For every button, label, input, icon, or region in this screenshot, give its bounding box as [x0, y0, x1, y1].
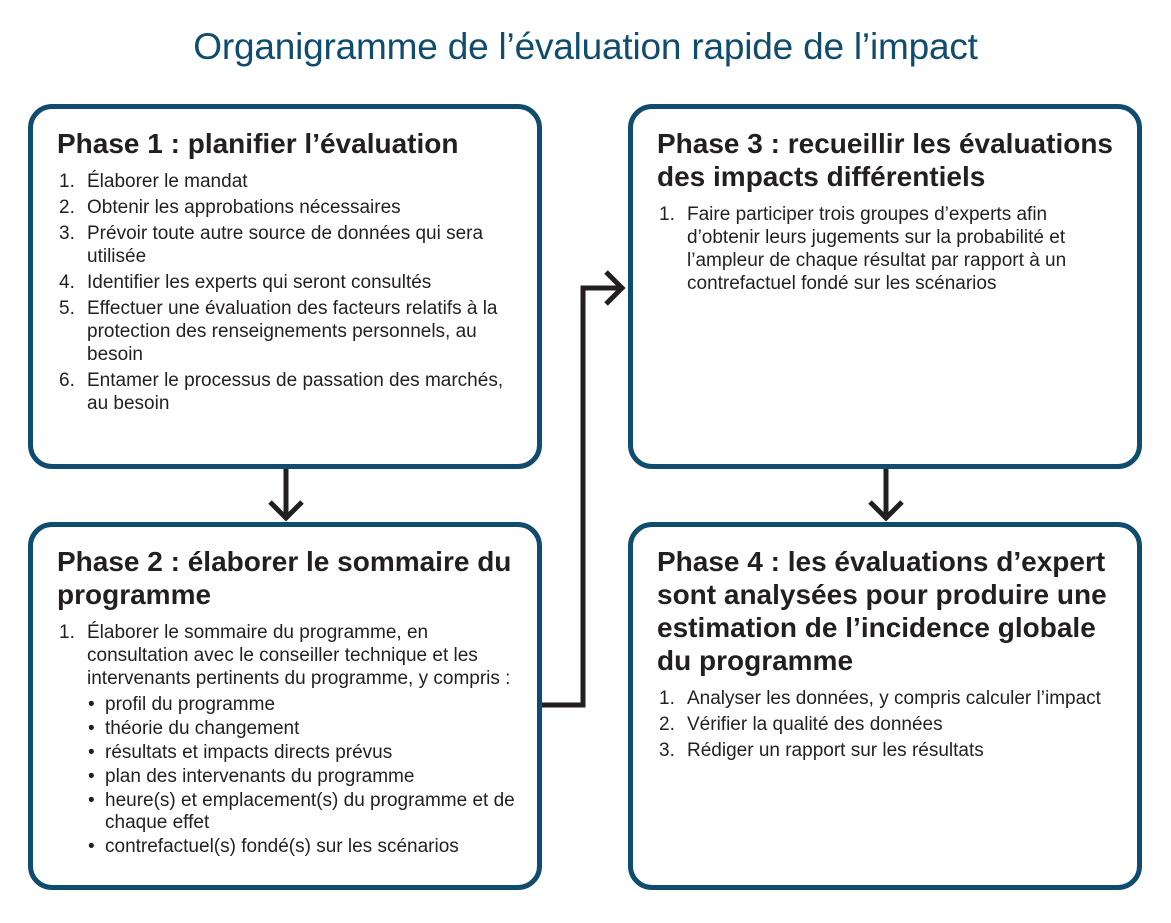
phase-2-steps	[57, 621, 517, 858]
phase-1-box	[28, 104, 542, 469]
phase-1-steps	[57, 170, 517, 415]
page-title: Organigramme de l’évaluation rapide de l’impact	[193, 26, 978, 67]
phase-4-steps	[657, 687, 1117, 762]
bullet-item: • heure(s) et emplacement(s) du programme et de chaque effet	[87, 790, 517, 834]
phase-4-step: 2. Vérifier la qualité des données	[659, 714, 943, 735]
phase-1-step: 4. Identifier les experts qui seront consultés	[59, 272, 432, 293]
phase-3-steps	[657, 203, 1117, 295]
bullet-item: • théorie du changement	[87, 718, 517, 740]
phase-1-title: Phase 1 : planifier l’évaluation	[57, 128, 459, 159]
phase-1-step: 6. Entamer le processus de passation des marchés, au besoin	[59, 370, 504, 414]
phase-2-box	[28, 522, 542, 890]
arrow-phase2-to-phase3	[542, 272, 622, 705]
phase-1-step: 3. Prévoir toute autre source de données qui sera utilisée	[59, 223, 484, 267]
phase-4-title: Phase 4 : les évaluations d’expert sont analysées pour produire une estimation de l’incidence globale du programme	[657, 546, 1107, 676]
arrow-phase1-to-phase2	[270, 469, 302, 518]
phase-4-step: 1. Analyser les données, y compris calculer l’impact	[659, 688, 1101, 709]
phase-2-title: Phase 2 : élaborer le sommaire du programme	[57, 546, 512, 610]
bullet-item: • résultats et impacts directs prévus	[87, 742, 517, 764]
phase-4-box	[628, 522, 1142, 890]
phase-1-step: 5. Effectuer une évaluation des facteurs relatifs à la protection des renseignements personnels, au besoin	[59, 298, 498, 365]
phase-4-step: 3. Rédiger un rapport sur les résultats	[659, 740, 984, 761]
phase-3-step: 1. Faire participer trois groupes d’experts afin d’obtenir leurs jugements sur la probabilité et l’ampleur de chaque résultat par rapport à un contrefactuel fondé sur les scénarios	[659, 204, 1067, 294]
arrow-phase3-to-phase4	[870, 469, 902, 518]
bullet-item: • contrefactuel(s) fondé(s) sur les scénarios	[87, 836, 517, 858]
phase-2-step: 1. Élaborer le sommaire du programme, en consultation avec le conseiller technique et les intervenants pertinents du programme, y compris : • profil du programme • théorie du changement • résultats et impacts directs prévus • plan des intervenants du programme • heure(s) et emplacement(s) du programme et de chaque effet • contrefactuel(s) fondé(s) sur les scénarios	[57, 621, 517, 858]
phase-3-title: Phase 3 : recueillir les évaluations des impacts différentiels	[657, 128, 1113, 192]
phase-1-step: 1. Élaborer le mandat	[59, 171, 248, 192]
phase-3-box	[628, 104, 1142, 469]
phase-1-step: 2. Obtenir les approbations nécessaires	[59, 197, 401, 218]
bullet-item: • profil du programme	[87, 694, 517, 716]
bullet-item: • plan des intervenants du programme	[87, 766, 517, 788]
phase-2-bullets	[87, 694, 517, 858]
